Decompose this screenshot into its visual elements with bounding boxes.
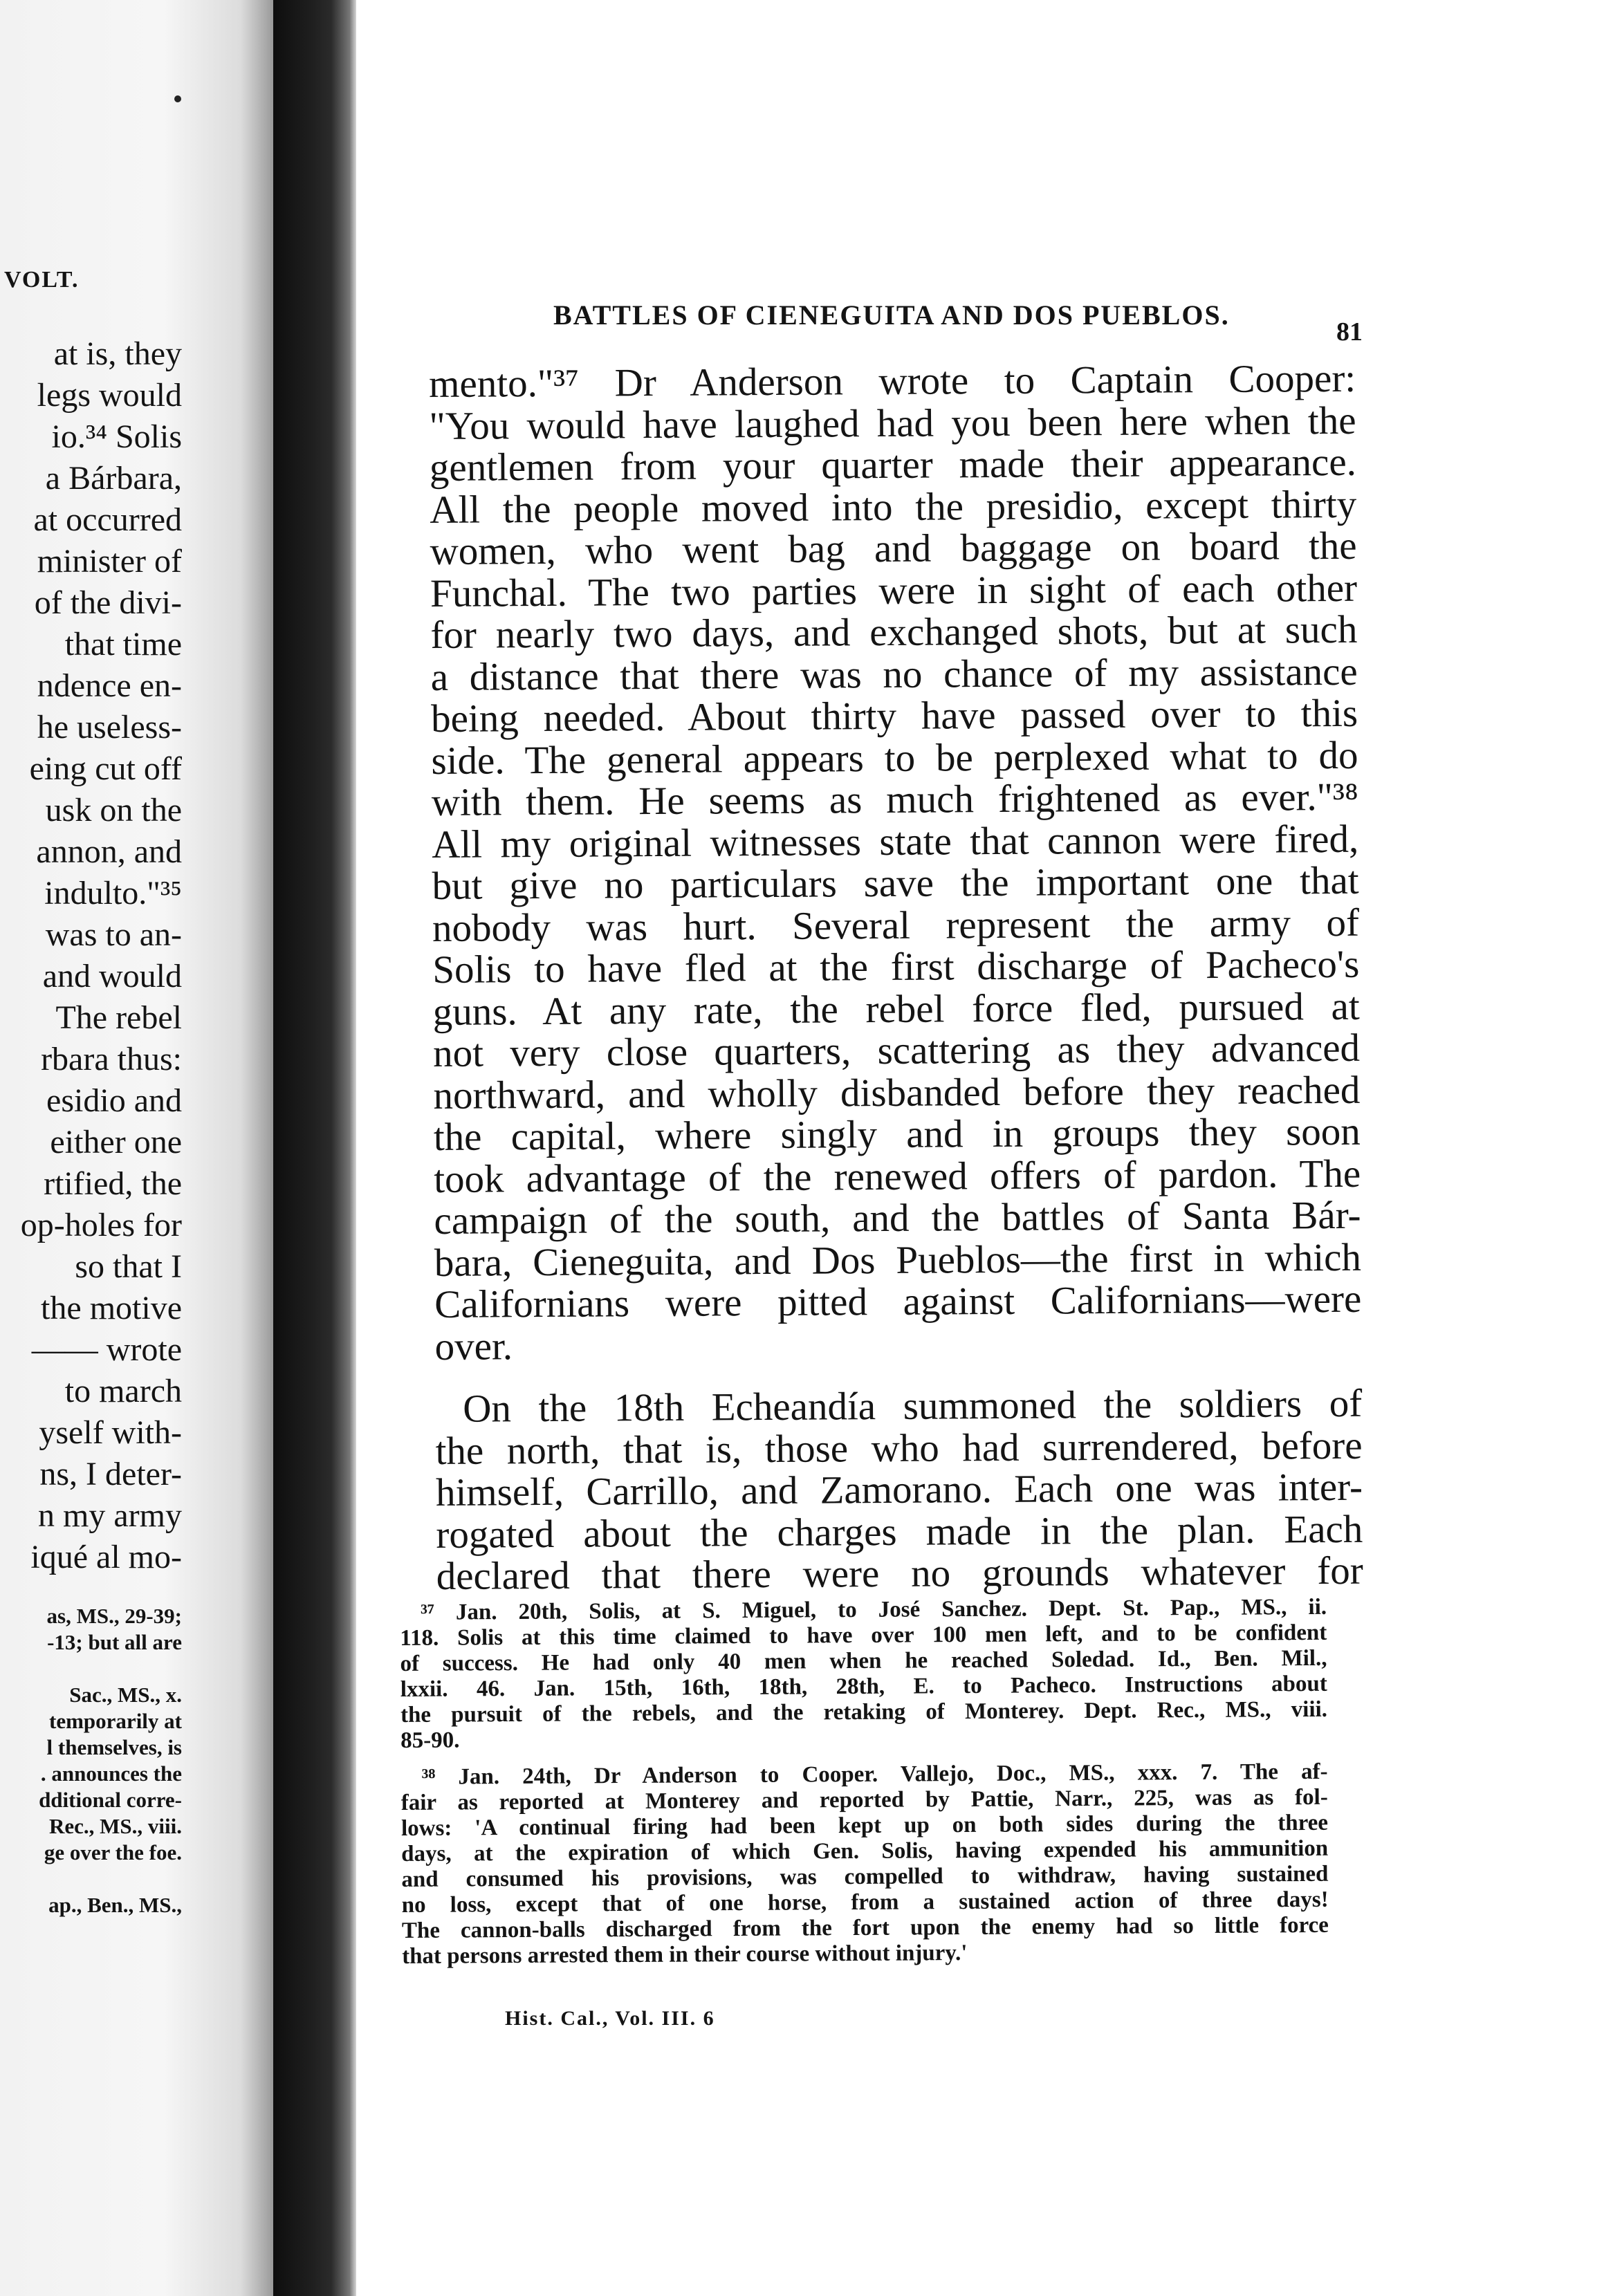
body-text-line: gentlemen from your quarter made their appearance. — [429, 440, 1357, 490]
left-text-line: at occurred — [33, 501, 182, 538]
left-text-line: indulto."³⁵ — [44, 875, 182, 911]
footnote-line: that persons arrested them in their course without injury.' — [402, 1940, 968, 1969]
body-text-line: All my original witnesses state that cannon were fired, — [432, 817, 1359, 867]
left-note-line: temporarily at — [49, 1709, 182, 1733]
left-text-line: eing cut off — [29, 750, 182, 787]
left-text-line: rbara thus: — [41, 1041, 182, 1077]
left-running-head: VOLT. — [4, 267, 80, 293]
body-text-line: being needed. About thirty have passed over to this — [430, 691, 1358, 741]
body-text-line: bara, Cieneguita, and Dos Pueblos—the first in which — [434, 1235, 1362, 1285]
body-text-line: mento."³⁷ Dr Anderson wrote to Captain Cooper: — [428, 356, 1356, 406]
left-text-line: that time — [64, 626, 182, 663]
left-text-line: he useless- — [37, 709, 182, 746]
body-text-line: took advantage of the renewed offers of pardon. The — [434, 1151, 1361, 1201]
body-text-line: declared that there were no grounds whatever for — [436, 1548, 1363, 1598]
left-facing-page — [0, 0, 273, 2296]
left-text-line: minister of — [37, 543, 182, 580]
footnote-line: lxxii. 46. Jan. 15th, 16th, 18th, 28th, E. to Pacheco. Instructions about — [400, 1671, 1327, 1702]
left-text-line: —— wrote — [31, 1331, 182, 1368]
left-text-line: io.³⁴ Solis — [51, 418, 182, 455]
body-text-line: over. — [434, 1324, 513, 1369]
footnote-line: no loss, except that of one horse, from a sustained action of three days! — [401, 1887, 1329, 1918]
body-text-line: "You would have laughed had you been here when the — [429, 398, 1356, 448]
left-text-line: the motive — [41, 1290, 182, 1326]
footnote-line: The cannon-balls discharged from the fort upon the enemy had so little force — [401, 1912, 1329, 1943]
running-head: BATTLES OF CIENEGUITA AND DOS PUEBLOS. — [553, 299, 1230, 331]
left-note-line: ap., Ben., MS., — [48, 1893, 182, 1917]
left-text-line: The rebel — [55, 999, 182, 1036]
footnote-line: and consumed his provisions, was compelled to withdraw, having sustained — [401, 1861, 1329, 1892]
signature-mark: Hist. Cal., Vol. III. 6 — [505, 2007, 715, 2030]
body-text-line: the capital, where singly and in groups they soon — [433, 1109, 1361, 1159]
left-footnotes — [0, 1603, 182, 1918]
body-text-line: for nearly two days, and exchanged shots, but at such — [430, 607, 1358, 657]
footnote-line: ³⁸ Jan. 24th, Dr Anderson to Cooper. Vallejo, Doc., MS., xxx. 7. The af- — [421, 1759, 1328, 1790]
footnote-line: 85-90. — [400, 1728, 460, 1753]
left-text-line: and would — [42, 958, 182, 994]
left-text-line: annon, and — [36, 833, 182, 870]
left-text-line: legs would — [37, 377, 182, 414]
left-text-line: iqué al mo- — [30, 1539, 182, 1575]
left-text-line: n my army — [38, 1497, 182, 1534]
body-text-line: not very close quarters, scattering as they advanced — [432, 1026, 1361, 1075]
left-note-line: as, MS., 29-39; — [46, 1604, 182, 1628]
footnote-line: fair as reported at Monterey and reported by Pattie, Narr., 225, was as fol- — [400, 1784, 1328, 1815]
left-text-line: of the divi- — [34, 584, 182, 621]
left-text-line: at is, they — [53, 335, 182, 372]
book-gutter — [273, 0, 356, 2296]
footnotes — [400, 1595, 1329, 1970]
left-note-line: ge over the foe. — [44, 1840, 182, 1864]
body-text-line: with them. He seems as much frightened as ever."³⁸ — [431, 775, 1359, 824]
body-text-line: On the 18th Echeandía summoned the soldiers of — [463, 1381, 1363, 1431]
footnote-line: 118. Solis at this time claimed to have over 100 men left, and to be confident — [400, 1620, 1327, 1651]
spacer — [0, 1656, 182, 1682]
left-text-line: yself with- — [39, 1414, 182, 1451]
left-note-line: l themselves, is — [46, 1735, 182, 1759]
footnote-line: of success. He had only 40 men when he reached Soledad. Id., Ben. Mil., — [400, 1645, 1327, 1676]
body-text-line: Californians were pitted against Californians—were — [434, 1277, 1362, 1326]
left-text-line: so that I — [75, 1248, 182, 1285]
left-note-line: Sac., MS., x. — [69, 1683, 182, 1707]
left-body-text — [0, 333, 182, 1578]
left-text-line: either one — [50, 1124, 182, 1160]
main-body-text — [429, 358, 1363, 1598]
page-number: 81 — [1336, 317, 1363, 346]
body-text-line: Funchal. The two parties were in sight of each other — [430, 566, 1358, 615]
left-note-line: . announces the — [40, 1761, 182, 1786]
left-text-line: esidio and — [46, 1082, 182, 1119]
left-text-line: ndence en- — [37, 667, 182, 704]
body-text-line: but give no particulars save the important one that — [432, 858, 1359, 908]
left-note-line: dditional corre- — [39, 1788, 182, 1812]
body-text-line: Solis to have fled at the first discharge of Pacheco's — [432, 942, 1360, 992]
left-text-line: usk on the — [45, 792, 182, 828]
body-text-line: campaign of the south, and the battles of Santa Bár- — [434, 1193, 1361, 1243]
body-text-line: guns. At any rate, the rebel force fled, pursued at — [432, 984, 1360, 1034]
left-text-line: op-holes for — [20, 1207, 182, 1243]
footnote-line: the pursuit of the rebels, and the retaking of Monterey. Dept. Rec., MS., viii. — [400, 1696, 1328, 1728]
footnote-line: lows: 'A continual firing had been kept up on both sides during the three — [400, 1810, 1329, 1841]
body-text-line: northward, and wholly disbanded before they reached — [433, 1068, 1361, 1118]
body-text-line: All the people moved into the presidio, except thirty — [430, 482, 1357, 532]
footnote-line: days, at the expiration of which Gen. Solis, having expended his ammunition — [401, 1835, 1329, 1867]
ink-mark — [174, 95, 181, 102]
left-text-line: rtified, the — [44, 1165, 182, 1202]
body-text-line: rogated about the charges made in the plan. Each — [436, 1507, 1363, 1557]
left-text-line: a Bárbara, — [45, 460, 182, 497]
body-text-line: side. The general appears to be perplexed what to do — [431, 733, 1358, 783]
body-text-line: a distance that there was no chance of my assistance — [430, 649, 1358, 699]
spacer — [0, 1866, 182, 1892]
left-note-line: -13; but all are — [47, 1630, 182, 1654]
footnote-line: ³⁷ Jan. 20th, Solis, at S. Miguel, to José Sanchez. Dept. St. Pap., MS., ii. — [420, 1594, 1327, 1625]
body-text-line: the north, that is, those who had surrendered, before — [435, 1423, 1363, 1473]
body-text-line: himself, Carrillo, and Zamorano. Each one was inter- — [435, 1465, 1363, 1515]
left-text-line: was to an- — [45, 916, 182, 953]
body-text-line: women, who went bag and baggage on board the — [430, 524, 1357, 573]
left-note-line: Rec., MS., viii. — [49, 1814, 182, 1838]
left-text-line: ns, I deter- — [39, 1456, 182, 1492]
left-text-line: to march — [64, 1373, 182, 1409]
body-text-line: nobody was hurt. Several represent the army of — [432, 900, 1360, 950]
